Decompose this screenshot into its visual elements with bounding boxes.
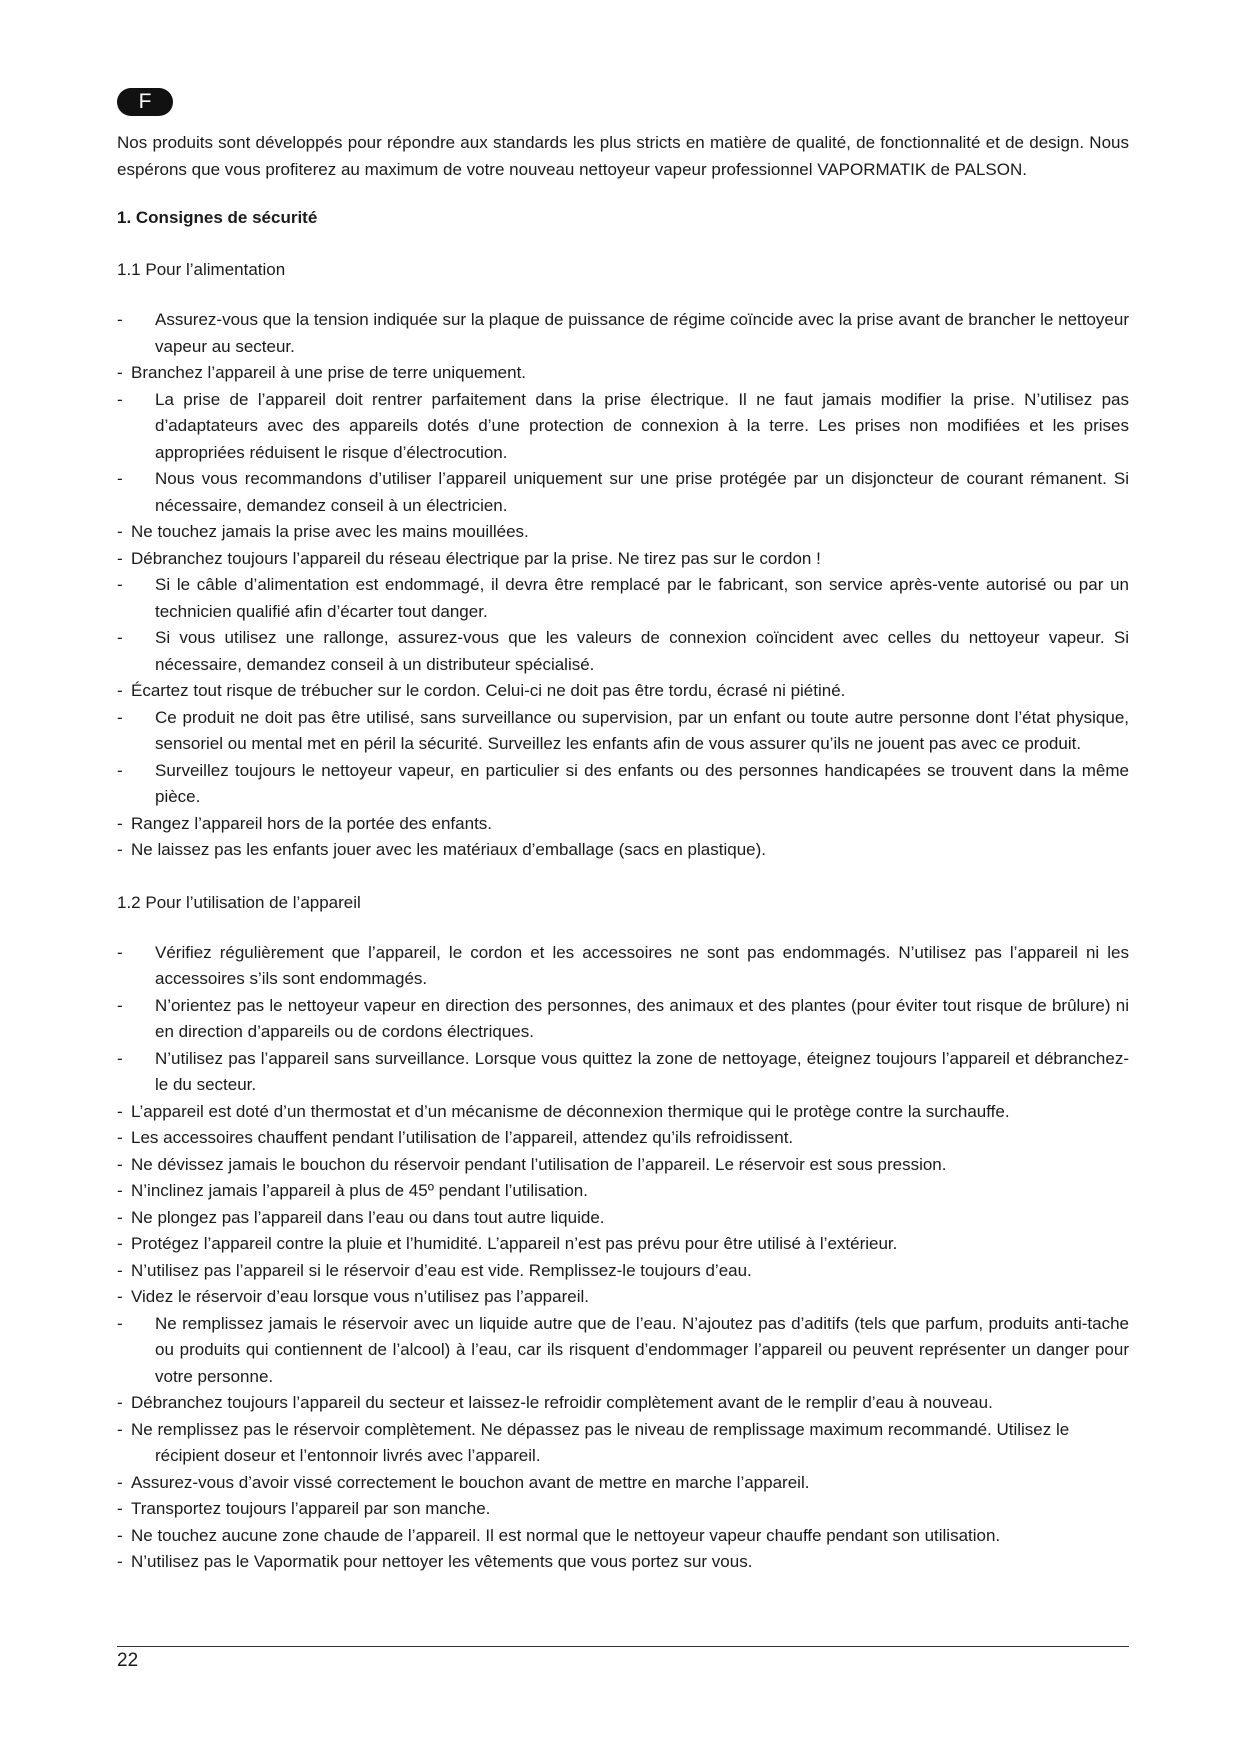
list-item: - Videz le réservoir d’eau lorsque vous n’utilisez pas l’appareil.: [117, 1284, 1129, 1311]
list-item: - Vérifiez régulièrement que l’appareil, le cordon et les accessoires ne sont pas endommagés. N’utilisez pas l’appareil ni les accessoires s’ils sont endommagés.: [117, 940, 1129, 993]
list-item: - Ne plongez pas l’appareil dans l’eau ou dans tout autre liquide.: [117, 1205, 1129, 1232]
list-item: - N’utilisez pas l’appareil si le réservoir d’eau est vide. Remplissez-le toujours d’eau.: [117, 1258, 1129, 1285]
section-heading: 1. Consignes de sécurité: [117, 208, 318, 227]
subsection-heading-power: 1.1 Pour l’alimentation: [117, 260, 286, 279]
list-item: - Débranchez toujours l’appareil du réseau électrique par la prise. Ne tirez pas sur le cordon !: [117, 546, 1129, 573]
list-item: - Ne laissez pas les enfants jouer avec les matériaux d’emballage (sacs en plastique).: [117, 837, 1129, 864]
list-item: - Transportez toujours l’appareil par son manche.: [117, 1496, 1129, 1523]
list-item: - N’orientez pas le nettoyeur vapeur en direction des personnes, des animaux et des plantes (pour éviter tout risque de brûlure) ni en direction d’appareils ou de cordons électriques.: [117, 993, 1129, 1046]
list-item: - Ne dévissez jamais le bouchon du réservoir pendant l’utilisation de l’appareil. Le réservoir est sous pression.: [117, 1152, 1129, 1179]
list-item: - Les accessoires chauffent pendant l’utilisation de l’appareil, attendez qu’ils refroidissent.: [117, 1125, 1129, 1152]
list-item: - Protégez l’appareil contre la pluie et l’humidité. L’appareil n’est pas prévu pour être utilisé à l’extérieur.: [117, 1231, 1129, 1258]
list-item: - La prise de l’appareil doit rentrer parfaitement dans la prise électrique. Il ne faut jamais modifier la prise. N’utilisez pas d’adaptateurs avec des appareils dotés d’une protection de connexion à la terre. Les prises non modifiées et les prises appropriées réduisent le risque d’électrocution.: [117, 387, 1129, 467]
list-item: - Assurez-vous que la tension indiquée sur la plaque de puissance de régime coïncide avec la prise avant de brancher le nettoyeur vapeur au secteur.: [117, 307, 1129, 360]
subsection-heading-usage: 1.2 Pour l’utilisation de l’appareil: [117, 892, 361, 912]
page-number: 22: [117, 1650, 139, 1671]
list-item: - N’utilisez pas le Vapormatik pour nettoyer les vêtements que vous portez sur vous.: [117, 1549, 1129, 1576]
language-badge: F: [117, 88, 173, 116]
document-page: [117, 88, 1129, 1576]
usage-safety-list: [117, 940, 1129, 1576]
intro-paragraph: Nos produits sont développés pour répondre aux standards les plus stricts en matière de qualité, de fonctionnalité et de design. Nous espérons que vous profiterez au maximum de votre nouveau nettoyeur vapeur professionnel VAPORMATIK de PALSON.: [117, 133, 1129, 179]
list-item: - N’utilisez pas l’appareil sans surveillance. Lorsque vous quittez la zone de nettoyage, éteignez toujours l’appareil et débranchez-le du secteur.: [117, 1046, 1129, 1099]
list-item: - Surveillez toujours le nettoyeur vapeur, en particulier si des enfants ou des personnes handicapées se trouvent dans la même pièce.: [117, 758, 1129, 811]
list-item: - Branchez l’appareil à une prise de terre uniquement.: [117, 360, 1129, 387]
list-item: - Débranchez toujours l’appareil du secteur et laissez-le refroidir complètement avant de le remplir d’eau à nouveau.: [117, 1390, 1129, 1417]
list-item: - Rangez l’appareil hors de la portée des enfants.: [117, 811, 1129, 838]
footer-divider: [117, 1646, 1129, 1647]
list-item: - Nous vous recommandons d’utiliser l’appareil uniquement sur une prise protégée par un disjoncteur de courant rémanent. Si nécessaire, demandez conseil à un électricien.: [117, 466, 1129, 519]
list-item: - Ne touchez jamais la prise avec les mains mouillées.: [117, 519, 1129, 546]
list-item: - Ne touchez aucune zone chaude de l’appareil. Il est normal que le nettoyeur vapeur chauffe pendant son utilisation.: [117, 1523, 1129, 1550]
list-item: - Assurez-vous d’avoir vissé correctement le bouchon avant de mettre en marche l’appareil.: [117, 1470, 1129, 1497]
list-item: - N’inclinez jamais l’appareil à plus de 45º pendant l’utilisation.: [117, 1178, 1129, 1205]
list-item: - Si vous utilisez une rallonge, assurez-vous que les valeurs de connexion coïncident avec celles du nettoyeur vapeur. Si nécessaire, demandez conseil à un distributeur spécialisé.: [117, 625, 1129, 678]
list-item: - Ce produit ne doit pas être utilisé, sans surveillance ou supervision, par un enfant ou toute autre personne dont l’état physique, sensoriel ou mental met en péril la sécurité. Surveillez les enfants afin de vous assurer qu’ils ne jouent pas avec ce produit.: [117, 705, 1129, 758]
power-safety-list: [117, 307, 1129, 864]
list-item: - L’appareil est doté d’un thermostat et d’un mécanisme de déconnexion thermique qui le protège contre la surchauffe.: [117, 1099, 1129, 1126]
list-item: - Écartez tout risque de trébucher sur le cordon. Celui-ci ne doit pas être tordu, écrasé ni piétiné.: [117, 678, 1129, 705]
list-item: - Si le câble d’alimentation est endommagé, il devra être remplacé par le fabricant, son service après-vente autorisé ou par un technicien qualifié afin d’écarter tout danger.: [117, 572, 1129, 625]
list-item: - Ne remplissez jamais le réservoir avec un liquide autre que de l’eau. N’ajoutez pas d’aditifs (tels que parfum, produits anti-tache ou produits qui contiennent de l’alcool) à l’eau, car ils risquent d’endommager l’appareil ou peuvent représenter un danger pour votre personne.: [117, 1311, 1129, 1391]
list-item: - Ne remplissez pas le réservoir complètement. Ne dépassez pas le niveau de remplissage maximum recommandé. Utilisez le récipient doseur et l’entonnoir livrés avec l’appareil.: [117, 1417, 1129, 1470]
